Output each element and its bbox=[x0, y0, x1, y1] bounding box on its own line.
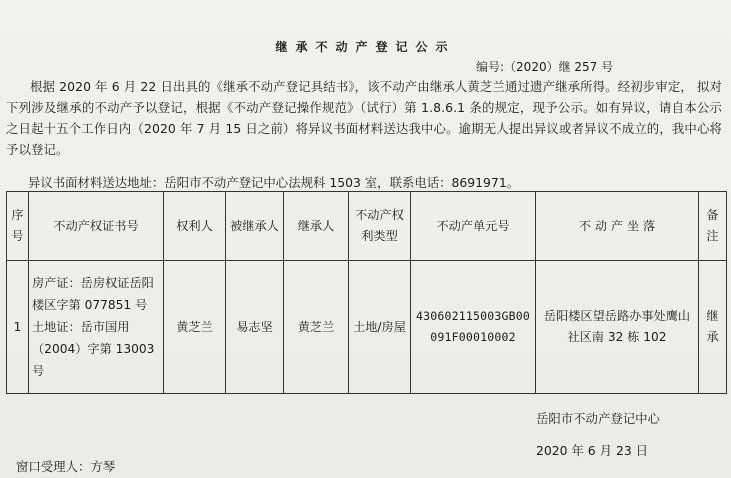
document-number: 编号:（2020）继 257 号 bbox=[476, 60, 614, 74]
header-index: 序号 bbox=[7, 192, 29, 261]
header-location: 不 动 产 坐 落 bbox=[536, 192, 699, 261]
header-unit-number: 不动产单元号 bbox=[411, 192, 536, 261]
row-location: 岳阳楼区望岳路办事处鹰山社区南 32 栋 102 bbox=[536, 261, 699, 394]
row-heir: 黄芝兰 bbox=[284, 261, 349, 394]
row-index: 1 bbox=[7, 261, 29, 394]
notice-paragraph: 根据 2020 年 6 月 22 日出具的《继承不动产登记具结书》，该不动产由继承人黄芝兰通过遗产继承所得。经初步审定， 拟对下列涉及继承的不动产予以登记，根据《不动产登记操作规范》（试行）第 1.8.6.1 条的规定，现予公示。如有异议，请自本公示之日起十五个工作日内（2020 年 7 月 15 日之前）将异议书面材料送达我中心。逾期无人提出异议或者异议不成立的，我中心将予以登记。 bbox=[6, 79, 722, 157]
header-decedent: 被继承人 bbox=[226, 192, 284, 261]
header-owner: 权利人 bbox=[164, 192, 226, 261]
row-cert-numbers bbox=[29, 261, 164, 394]
issue-date: 2020 年 6 月 23 日 bbox=[536, 443, 649, 458]
header-remark: 备注 bbox=[699, 192, 727, 261]
table-header-row bbox=[7, 192, 727, 261]
house-cert: 房产证：岳房权证岳阳楼区字第 077851 号 bbox=[32, 276, 154, 312]
header-cert-number: 不动产权证书号 bbox=[29, 192, 164, 261]
header-right-type: 不动产权利类型 bbox=[349, 192, 411, 261]
row-owner: 黄芝兰 bbox=[164, 261, 226, 394]
row-right-type: 土地/房屋 bbox=[349, 261, 411, 394]
header-heir: 继承人 bbox=[284, 192, 349, 261]
row-unit-number: 430602115003GB00091F00010002 bbox=[411, 261, 536, 394]
table-row bbox=[7, 261, 727, 394]
window-clerk: 窗口受理人：方琴 bbox=[16, 459, 116, 474]
row-decedent: 易志坚 bbox=[226, 261, 284, 394]
row-remark: 继承 bbox=[699, 261, 727, 394]
issuing-organization: 岳阳市不动产登记中心 bbox=[536, 411, 660, 426]
land-cert: 土地证：岳市国用（2004）字第 13003 号 bbox=[32, 320, 155, 378]
objection-address: 异议书面材料送达地址：岳阳市不动产登记中心法规科 1503 室，联系电话：8691971。 bbox=[28, 175, 520, 190]
notice-title: 继承不动产登记公示 bbox=[275, 40, 456, 54]
property-table bbox=[6, 191, 727, 394]
